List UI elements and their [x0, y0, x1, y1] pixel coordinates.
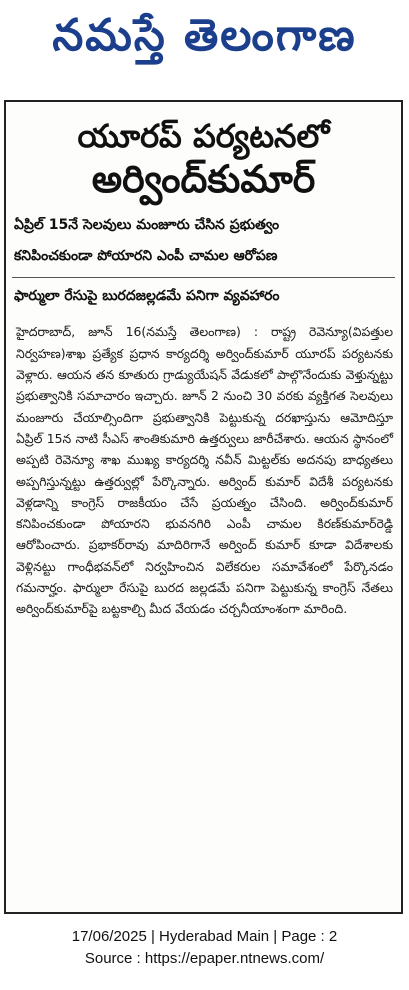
- publication-info: 17/06/2025 | Hyderabad Main | Page : 2: [71, 928, 338, 945]
- newspaper-masthead: నమస్తే తెలంగాణ: [52, 10, 357, 61]
- subheadline-3: ఫార్ములా రేసుపై బురదజల్లడమే పనిగా వ్యవహారం: [14, 288, 280, 305]
- headline: [12, 117, 395, 201]
- headline-line-2: అర్వింద్‌కుమార్: [91, 156, 316, 201]
- subheadline-1: ఏప్రిల్ 15నే సెలవులు మంజూరు చేసిన ప్రభుత్వం: [14, 217, 280, 234]
- headline-line-1: యూరప్ పర్యటనలో: [77, 117, 330, 155]
- article-clipping: [4, 100, 403, 914]
- article-paragraph: హైదరాబాద్, జూన్ 16(నమస్తే తెలంగాణ) : రాష్ట్ర రెవెన్యూ(విపత్తుల నిర్వహణ)శాఖ ప్రత్యేక ప్రధాన కార్యదర్శి అర్వింద్‌కుమార్ యూరప్ పర్యటనకు వెళ్లారు. ఆయన తన కూతురు గ్రాడ్యుయేషన్ వేడుకలో పాల్గొనేందుకు వెళ్తున్నట్టు ప్రభుత్వానికి సమాచారం ఇచ్చారు. జూన్ 2 నుంచి 30 వరకు వ్యక్తిగత సెలవులు మంజూరు చేయాల్సిందిగా ప్రభుత్వానికి పెట్టుకున్న దరఖాస్తును ఆమోదిస్తూ ఏప్రిల్ 15న నాటి సీఎస్ శాంతికుమారి ఉత్తర్వులు జారీచేశారు. ఆయన స్థానంలో అప్పటి రెవెన్యూ శాఖ ముఖ్య కార్యదర్శి నవీన్ మిట్టల్‌కు అదనపు బాధ్యతలు అప్పగిస్తున్నట్టు ఉత్తర్వుల్లో పేర్కొన్నారు. అర్వింద్ కుమార్ విదేశీ పర్యటనకు వెళ్లడాన్ని కాంగ్రెస్ రాజకీయం చేసే ప్రయత్నం చేసింది. అర్వింద్‌కుమార్ కనిపించకుండా పోయారని భువనగిరి ఎంపీ చామల కిరణ్‌కుమార్‌రెడ్డి ఆరోపించారు. ప్రభాకర్‌రావు మాదిరిగానే అర్వింద్ కుమార్ కూడా విదేశాలకు వెళ్లినట్టు గాంధీభవన్‌లో నిర్వహించిన విలేకరుల సమావేశంలో పేర్కొనడం గమనార్హం. ఫార్ములా రేసుపై బురద జల్లడమే పనిగా పెట్టుకున్న కాంగ్రెస్ నేతలు అర్వింద్‌కుమార్‌పై బట్టకాల్చి మీద వేయడం చర్చనీయాంశంగా మారింది.: [16, 324, 393, 617]
- source-link[interactable]: Source : https://epaper.ntnews.com/: [84, 950, 325, 967]
- article-body: [16, 321, 393, 619]
- divider: [12, 277, 395, 278]
- subheadline-2: కనిపించకుండా పోయారని ఎంపీ చామల ఆరోపణ: [14, 248, 278, 265]
